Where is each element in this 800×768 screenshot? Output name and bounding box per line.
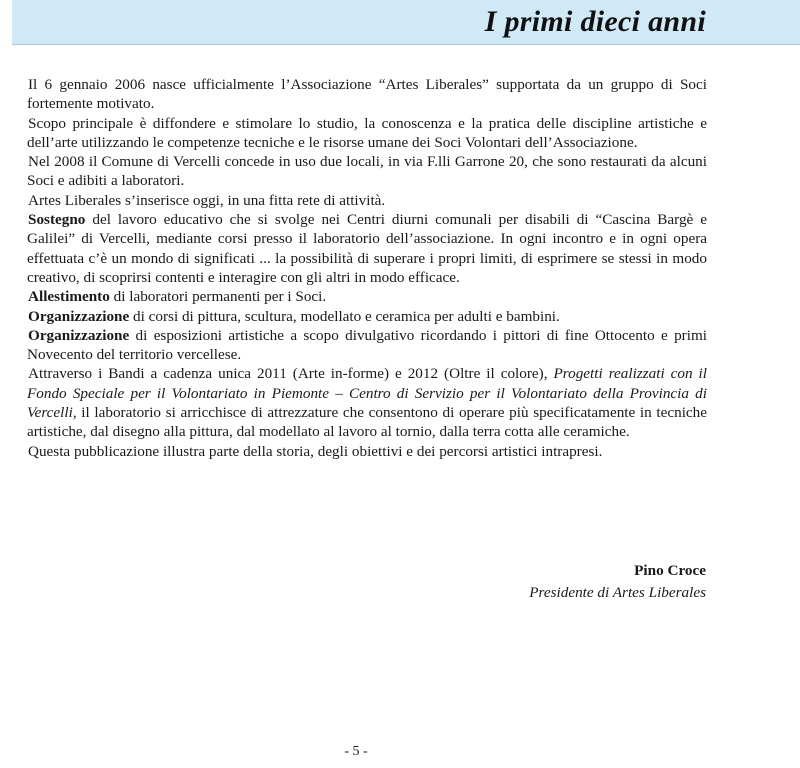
paragraph xyxy=(27,326,707,365)
paragraph xyxy=(27,152,707,191)
paragraph-text: di corsi di pittura, scultura, modellato e ceramica per adulti e bambini. xyxy=(129,307,560,325)
paragraph xyxy=(27,307,707,326)
paragraph xyxy=(27,364,707,441)
paragraph-text: Attraverso i Bandi a cadenza unica 2011 (Arte in-forme) e 2012 (Oltre il colore), xyxy=(28,365,554,383)
paragraph-text: Scopo principale è diffondere e stimolare lo studio, la conoscenza e la pratica delle discipline artistiche e dell’arte utilizzando le competenze tecniche e le risorse umane dei Soci Volontari dell’Associazione. xyxy=(27,114,707,151)
paragraph-text: Il 6 gennaio 2006 nasce ufficialmente l’Associazione “Artes Liberales” supportata da un gruppo di Soci fortemente motivato. xyxy=(27,76,707,113)
paragraph xyxy=(27,191,707,210)
paragraph xyxy=(27,287,707,306)
paragraph xyxy=(27,75,707,114)
signature-name: Pino Croce xyxy=(634,562,706,579)
paragraph-text: Questa pubblicazione illustra parte della storia, degli obiettivi e dei percorsi artistici intrapresi. xyxy=(28,442,603,460)
paragraph-text: Nel 2008 il Comune di Vercelli concede in uso due locali, in via F.lli Garrone 20, che sono restaurati da alcuni Soci e adibiti a laboratori. xyxy=(27,153,707,190)
paragraph-text: il laboratorio si arricchisce di attrezzature che consentono di operare più specificatamente in tecniche artistiche, dal disegno alla pittura, dal modellato al lavoro al tornio, dalla terra cotta alle ceramiche. xyxy=(27,404,707,441)
paragraph xyxy=(27,210,707,287)
body-text xyxy=(27,75,707,461)
paragraph-text: di esposizioni artistiche a scopo divulgativo ricordando i pittori di fine Ottocento e primi Novecento del territorio vercellese. xyxy=(27,326,707,364)
bold-lead: Sostegno xyxy=(28,211,86,229)
paragraph-text: del lavoro educativo che si svolge nei Centri diurni comunali per disabili di “Cascina Bargè e Galilei” di Vercelli, mediante corsi presso il laboratorio dell’associazione. In ogni incontro e in ogni opera effettuata c’è un mondo di significati ... la possibilità di superare i propri limiti, di esprimere se stessi in modo creativo, di scoprirsi contenti e interagire con gli altri in modo efficace. xyxy=(27,211,707,286)
title-band xyxy=(12,0,800,45)
signature-role: Presidente di Artes Liberales xyxy=(529,584,706,601)
bold-lead: Allestimento xyxy=(28,288,110,306)
page-title: I primi dieci anni xyxy=(484,5,706,38)
bold-lead: Organizzazione xyxy=(28,307,130,325)
paragraph xyxy=(27,114,707,153)
page-number: - 5 - xyxy=(344,744,368,759)
italic-text: Progetti realizzati con il Fondo Speciale per il Volontariato in Piemonte – Centro di Servizio per il Volontariato della Provincia di Vercelli, xyxy=(27,365,707,422)
signature xyxy=(529,560,706,604)
paragraph-text: Artes Liberales s’inserisce oggi, in una fitta rete di attività. xyxy=(28,191,386,209)
bold-lead: Organizzazione xyxy=(28,326,130,344)
paragraph-text: di laboratori permanenti per i Soci. xyxy=(109,288,327,306)
paragraph xyxy=(27,442,707,461)
